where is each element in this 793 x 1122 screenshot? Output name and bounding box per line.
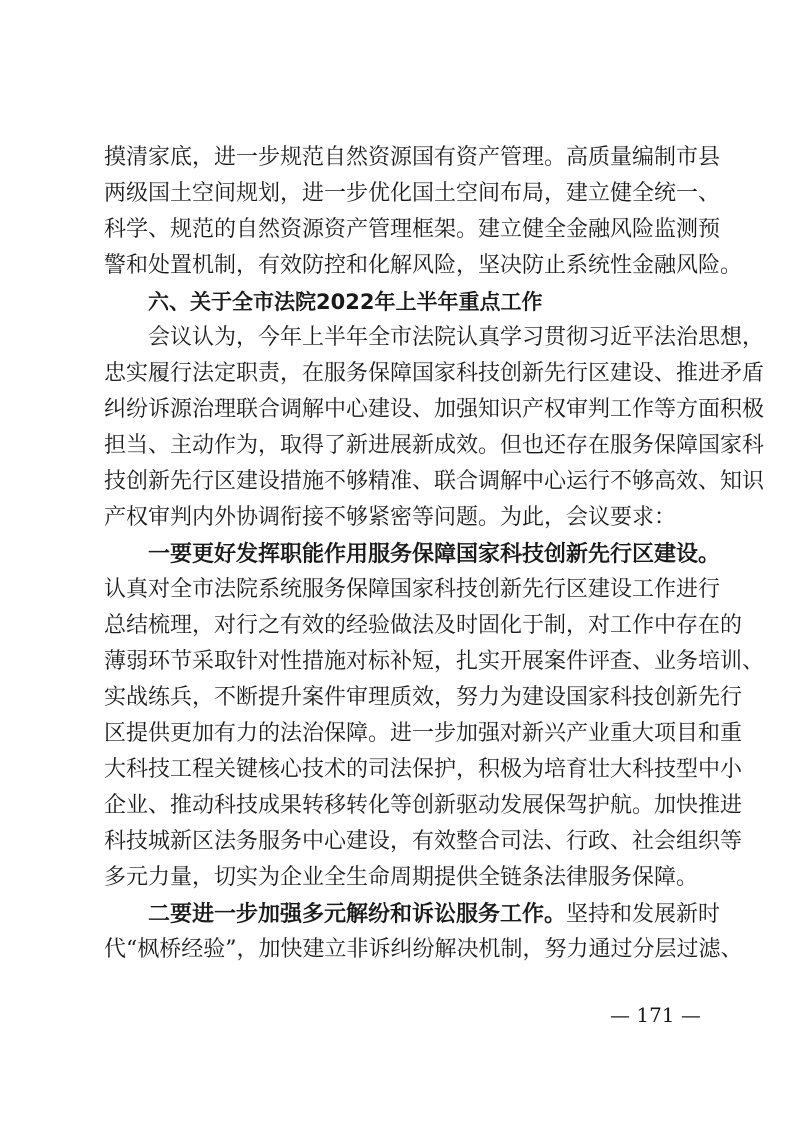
text-line: 多元力量，切实为企业全生命周期提供全链条法律服务保障。: [104, 865, 699, 890]
bold-lead-line: 一要更好发挥职能作用服务保障国家科技创新先行区建设。: [148, 541, 721, 567]
text-line: 产权审判内外协调衔接不够紧密等问题。为此，会议要求：: [104, 505, 677, 530]
lead-rest: 坚持和发展新时: [566, 902, 721, 927]
section-heading: 六、关于全市法院2022年上半年重点工作: [148, 290, 543, 314]
text-line: 科技城新区法务服务中心建设，有效整合司法、行政、社会组织等: [104, 829, 743, 854]
document-body: [104, 140, 765, 968]
text-line: 担当、主动作为，取得了新进展新成效。但也还存在服务保障国家科: [104, 433, 765, 458]
text-line: 认真对全市法院系统服务保障国家科技创新先行区建设工作进行: [104, 577, 721, 602]
text-line: 警和处置机制，有效防控和化解风险，坚决防止系统性金融风险。: [104, 253, 743, 278]
text-line: 科学、规范的自然资源资产管理框架。建立健全金融风险监测预: [104, 217, 721, 242]
text-line: 忠实履行法定职责，在服务保障国家科技创新先行区建设、推进矛盾: [104, 361, 765, 386]
text-line: 会议认为，今年上半年全市法院认真学习贯彻习近平法治思想，: [148, 325, 765, 350]
text-line: 企业、推动科技成果转移转化等创新驱动发展保驾护航。加快推进: [104, 793, 743, 818]
text-line: 区提供更加有力的法治保障。进一步加强对新兴产业重大项目和重: [104, 721, 743, 746]
page-number: — 171 —: [610, 1003, 701, 1027]
text-line: 薄弱环节采取针对性措施对标补短，扎实开展案件评查、业务培训、: [104, 649, 765, 674]
text-line: 技创新先行区建设措施不够精准、联合调解中心运行不够高效、知识: [104, 469, 765, 494]
text-line: 实战练兵，不断提升案件审理质效，努力为建设国家科技创新先行: [104, 685, 743, 710]
text-line: 两级国土空间规划，进一步优化国土空间布局，建立健全统一、: [104, 181, 721, 206]
text-line: 纠纷诉源治理联合调解中心建设、加强知识产权审判工作等方面积极: [104, 397, 765, 422]
bold-lead: 二要进一步加强多元解纷和诉讼服务工作。: [148, 901, 567, 927]
text-line: 代“枫桥经验”，加快建立非诉纠纷解决机制，努力通过分层过滤、: [104, 937, 743, 962]
text-line: 总结梳理，对行之有效的经验做法及时固化于制，对工作中存在的: [104, 613, 743, 638]
text-line: 大科技工程关键核心技术的司法保护，积极为培育壮大科技型中小: [104, 757, 743, 782]
text-line: 摸清家底，进一步规范自然资源国有资产管理。高质量编制市县: [104, 145, 721, 170]
mixed-line: [104, 896, 721, 932]
